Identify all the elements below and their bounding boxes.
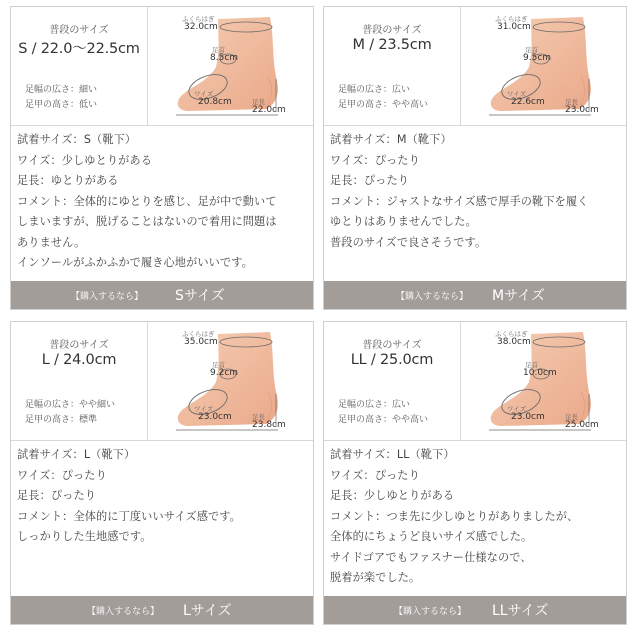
foot-measure-diagram [461,322,626,440]
foot-width-label: 足幅の広さ：広い [338,85,411,95]
review-line: 試着サイズ：L（靴下） [17,448,136,461]
divider [11,440,313,441]
wise-label: ワイズ [194,90,214,98]
calf-label: ふくらはぎ [495,330,528,338]
normal-size-panel [324,7,461,125]
calf-label: ふくらはぎ [182,15,215,23]
buy-prefix: 【購入するなら】 [394,607,467,617]
review-line: ワイズ：少しゆとりがある [17,153,153,167]
foot-length-value: 23.8cm [252,420,286,430]
buy-recommendation-bar [324,281,626,309]
review-line: 足長：ぴったり [330,174,410,187]
buy-recommendation-bar [324,596,626,624]
foot-length-label: 足長 [565,98,578,106]
normal-size-panel [324,322,461,440]
foot-measure-diagram [461,7,626,125]
review-text [17,445,309,548]
normal-size-label: 普段のサイズ [49,25,109,36]
review-line: ゆとりはありませんでした。 [330,215,477,228]
ankle-label: 足首 [212,361,225,369]
review-line: 足長：ゆとりがある [17,174,119,187]
size-review-card [10,6,314,310]
foot-measure-diagram [148,7,313,125]
review-line: 試着サイズ：LL（靴下） [330,448,455,461]
foot-measure-diagram [148,322,313,440]
divider [324,125,626,126]
review-line: ワイズ：ぴったり [17,468,107,482]
review-line: しまいますが、脱げることはないので着用に問題は [17,215,277,228]
normal-size-panel [11,7,148,125]
foot-detail [25,83,97,113]
ankle-label: 足首 [212,46,225,54]
buy-size: LLサイズ [492,603,549,619]
calf-value: 31.0cm [497,22,531,32]
wise-label: ワイズ [507,90,527,98]
calf-label: ふくらはぎ [182,330,215,338]
review-line: しっかりした生地感です。 [17,530,152,543]
buy-recommendation-bar [11,281,313,309]
review-line: ワイズ：ぴったり [330,468,420,482]
review-line: コメント：全体的にゆとりを感じ、足が中で動いて [17,194,277,208]
size-review-card [323,321,627,625]
review-line: コメント：つま先に少しゆとりがありましたが、 [330,509,579,523]
instep-height-label: 足甲の高さ：低い [25,100,98,110]
instep-height-label: 足甲の高さ：やや高い [338,415,429,425]
wise-label: ワイズ [194,405,214,413]
foot-length-label: 足長 [252,413,265,421]
size-review-card [10,321,314,625]
wise-value: 20.8cm [198,97,232,107]
review-line: 全体的にちょうど良いサイズ感でした。 [330,530,533,543]
ankle-value: 9.2cm [210,368,239,378]
normal-size-label: 普段のサイズ [49,340,109,351]
card-header [11,322,313,440]
card-header [324,322,626,440]
wise-value: 22.6cm [511,97,545,107]
buy-size: Mサイズ [492,288,545,304]
foot-length-label: 足長 [565,413,578,421]
ankle-value: 10.0cm [523,368,557,378]
foot-length-label: 足長 [252,98,265,106]
calf-value: 38.0cm [497,337,531,347]
instep-height-label: 足甲の高さ：やや高い [338,100,429,110]
foot-width-label: 足幅の広さ：広い [338,400,411,410]
foot-width-label: 足幅の広さ：細い [25,85,98,95]
calf-value: 35.0cm [184,337,218,347]
size-review-card [323,6,627,310]
foot-detail [25,398,115,428]
buy-recommendation-bar [11,596,313,624]
foot-length-value: 23.0cm [565,105,599,115]
buy-size: Lサイズ [183,603,232,619]
review-text [330,130,622,253]
calf-label: ふくらはぎ [495,15,528,23]
foot-illustration-icon [461,7,626,125]
foot-width-label: 足幅の広さ：やや細い [25,400,116,410]
review-line: 足長：ぴったり [17,489,97,502]
calf-value: 32.0cm [184,22,218,32]
normal-size-value: M / 23.5cm [352,37,432,53]
review-line: コメント：ジャストなサイズ感で厚手の靴下を履く [330,194,589,208]
review-line: ワイズ：ぴったり [330,153,420,167]
normal-size-value: L / 24.0cm [41,352,117,368]
review-line: サイドゴアでもファスナー仕様なので、 [330,550,532,564]
normal-size-panel [11,322,148,440]
foot-detail [338,83,428,113]
ankle-value: 8.5cm [210,53,239,63]
foot-illustration-icon [148,7,313,125]
review-line: 試着サイズ：M（靴下） [330,133,452,146]
wise-value: 23.0cm [511,412,545,422]
foot-illustration-icon [461,322,626,440]
foot-length-value: 22.0cm [252,105,286,115]
review-text [17,130,309,274]
ankle-label: 足首 [525,46,538,54]
divider [324,440,626,441]
review-line: インソールがふかふかで履き心地がいいです。 [17,256,253,269]
normal-size-label: 普段のサイズ [362,340,422,351]
review-line: 脱着が楽でした。 [330,571,421,584]
buy-prefix: 【購入するなら】 [87,607,160,617]
foot-detail [338,398,428,428]
ankle-label: 足首 [525,361,538,369]
foot-illustration-icon [148,322,313,440]
foot-length-value: 25.0cm [565,420,599,430]
review-line: 普段のサイズで良さそうです。 [330,235,487,249]
wise-value: 23.0cm [198,412,232,422]
review-line: ありません。 [17,235,86,249]
instep-height-label: 足甲の高さ：標準 [25,415,98,425]
buy-prefix: 【購入するなら】 [396,292,469,302]
review-line: 試着サイズ：S（靴下） [17,133,137,146]
card-header [324,7,626,125]
ankle-value: 9.5cm [523,53,552,63]
card-header [11,7,313,125]
normal-size-value: LL / 25.0cm [350,352,434,368]
review-text [330,445,622,589]
buy-prefix: 【購入するなら】 [71,292,144,302]
review-line: 足長：少しゆとりがある [330,489,455,502]
normal-size-value: S / 22.0〜22.5cm [18,41,140,57]
review-line: コメント：全体的に丁度いいサイズ感です。 [17,509,241,523]
wise-label: ワイズ [507,405,527,413]
normal-size-label: 普段のサイズ [362,25,422,36]
divider [11,125,313,126]
buy-size: Sサイズ [175,288,225,304]
